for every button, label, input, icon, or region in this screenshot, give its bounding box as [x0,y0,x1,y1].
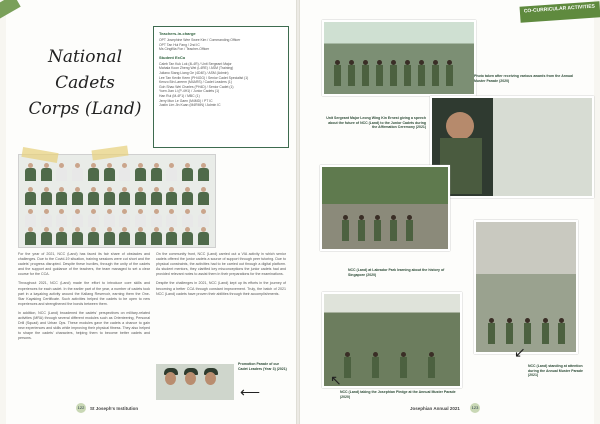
students-heading: Student ExCo [159,54,186,60]
photo-row [25,207,209,227]
student-line: Juliano Siang Liang Ge (4D4E) / ASM (Admin) [159,70,229,75]
page-number-right: 123 [470,403,480,413]
group-photo [18,154,216,248]
photo-row [25,161,209,181]
student-line: Kenzo Bin Lareem (M4ARS) / Cadet Leaders (1) [159,80,232,85]
student-line: Yuen Jian Li (P-4H1) / Junior Cadets (1) [159,89,220,94]
arrow-icon: ⟵ [240,384,261,400]
title-line-2: Corps (Land) [28,99,142,119]
photo-row [25,225,209,245]
caption-photo1: Photo taken after receiving various awards from the Annual Muster Parade (2020) [474,74,574,83]
arrow-icon: ↙ [514,344,526,360]
photo-pledge [322,292,462,388]
student-line: Caleb Tan Kuk Lok (4L4R) / Unit Sergeant Major [159,61,232,66]
arrow-icon: ↖ [330,372,342,388]
student-line: Goh Shao Wei Charles (PH4D) / Senior Cadet (1) [159,84,234,89]
teacher-line: Ms Cingfilia Fon / Teacher-Officer [159,47,210,52]
footer-left-label: St Joseph's Institution [90,406,139,411]
leader-photo [156,364,234,400]
page-gutter [296,0,300,424]
leader-caption: Promotion Parade of our Cadet Leaders (Year 3) (2021) [238,362,287,371]
teachers-heading: Teachers-in-charge [159,31,196,36]
student-line: Jerry Mun Le Gaen (M4MD) / PT IC [159,98,213,103]
teachers-box [153,26,289,148]
photo-speech [430,96,594,198]
footer-right-label: Josephian Annual 2021 [410,406,460,411]
photo-row [25,185,209,205]
caption-photo2: Unit Sergeant Major Leong Wing Kin Ernest giving a speech about the future of NCC (Land) to the Junior Cadets during the Affirmation Ceremony (2021) [326,116,426,130]
teacher-line: OPT Josephine Wee Swee Kim / Commanding Officer [159,38,241,42]
body-text-col-2 [156,252,286,301]
caption-photo5: NCC (Land) taking the Josephian Pledge at the Annual Muster Parade (2020) [340,390,456,399]
paragraph: Despite the challenges in 2021, NCC (Land) kept up its efforts in the journey of becoming a better CCA through constant improvement. Truly, the batch of 2021 NCC (Land) cadets have proven their abilities through their accomplishments. [156,281,286,296]
title-line-1: National Cadets [47,47,123,93]
student-line: Han Rui (M-4F1) / MBC (1) [159,93,200,98]
photo-award-group [322,20,476,96]
teacher-line: OPT Tan Hui Fang / 2nd IC [159,42,200,47]
paragraph: In addition, NCC (Land) broadened the cadets' perspectives on military-related activities (MRA) through several different modules such as Orienteering, Personal Drill (Squad) and Urban Ops. These modules gave the cadets a chance to gain new experiences and skills while improving their physical fitness. They also helped to shape the cadets' characters, helping them to become better cadets and persons. [18,310,150,341]
caption-photo4: NCC (Land) standing at attention during the Annual Muster Parade (2021) [528,364,583,378]
page-number-left: 122 [76,403,86,413]
page-title [20,44,150,122]
body-text-col-1 [18,252,150,346]
student-line: Mahala Koon Zheng Wei (L4RE) / ASM (Training) [159,66,234,71]
paragraph: On the community front, NCC (Land) carried out a VIA activity in which senior cadets offered the junior cadets a source of support through peer tutoring. Due to physical constraints, the activities had to be carried out through a digital platform. As student mentors, they clarified key misconceptions the junior cadets had and provided relevant notes to assist them in their preparations for the examinations. [156,252,286,277]
section-tag: CO-CURRICULAR ACTIVITIES [520,1,600,23]
paragraph: Throughout 2021, NCC (Land) made the effort to introduce core skills and experiences for each cadet. In the earlier part of the year, a number of cadets took part in a kayaking activity around the Kallang Reservoir, earning them the One-Star Kayaking Certificate. Such activities helped the cadets to be open to new experiences and strengthened the bonds between them. [18,281,150,306]
paragraph: For the year of 2021, NCC (Land) has faced its fair share of obstacles and challenges. Due to the Covid-19 situation, training sessions were cut short and the cadets' progress disrupted. Despite these hurdles, through the unity of the cadets and the support and guidance of the teachers, the team managed to set a clear course for the CCA. [18,252,150,277]
student-line: Lee Tan Kevlin Keen (PH4GG) / Senior Cadet Specialist (1) [159,75,249,80]
photo-muster-attention [474,220,578,354]
student-line: Justin Lim Jin Kuan (M4RMN) / Admin IC [159,103,221,108]
photo-labrador-park [320,165,450,251]
caption-photo3: NCC (Land) at Labrador Park learning about the history of Singapore (2020) [348,268,445,277]
